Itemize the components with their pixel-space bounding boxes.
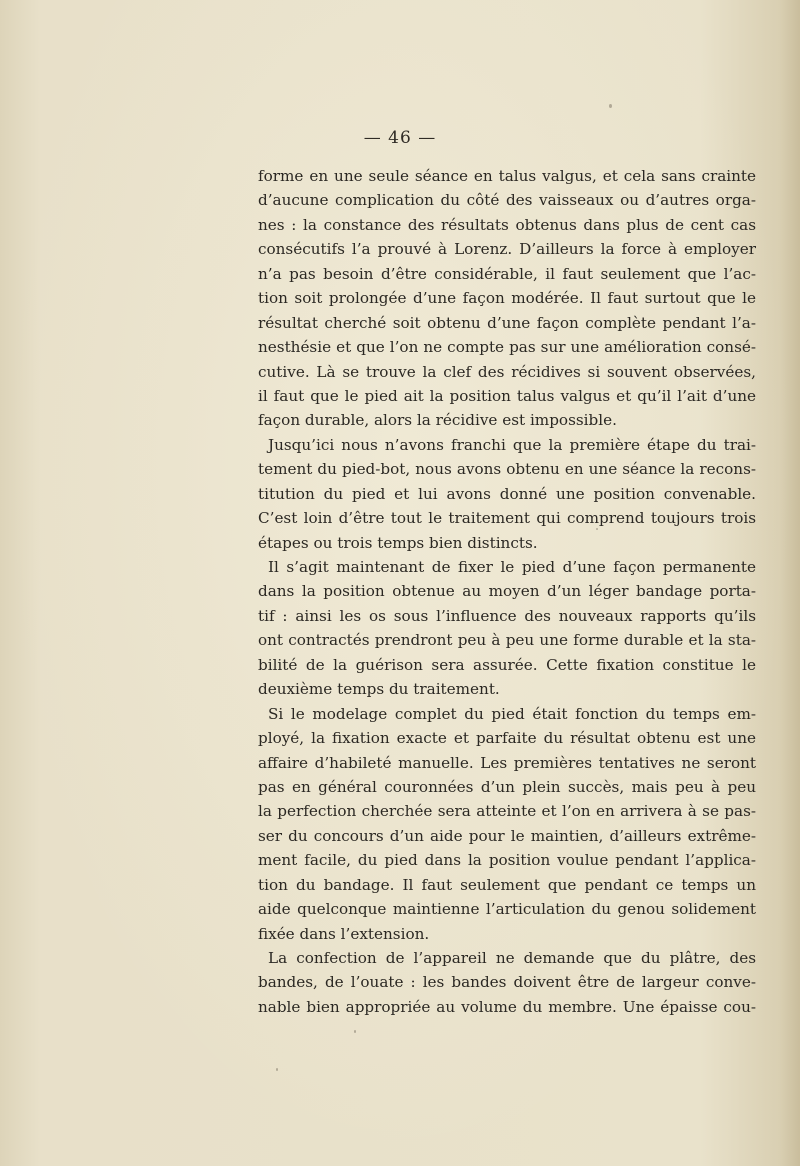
text-line: nes : la constance des résultats obtenus dans plus de cent cas (258, 215, 756, 234)
text-line: ployé, la fixation exacte et parfaite du résultat obtenu est une (258, 729, 756, 748)
paragraph-first-line: Si le modelage complet du pied était fonction du temps em- (268, 704, 756, 723)
text-line: fixée dans l’extension. (258, 924, 430, 943)
text-line: deuxième temps du traitement. (258, 680, 500, 699)
text-line: tif : ainsi les os sous l’influence des nouveaux rapports qu’ils (258, 606, 756, 625)
text-line: ment facile, du pied dans la position voulue pendant l’applica- (258, 851, 756, 870)
paragraph-first-line: Jusqu’ici nous n’avons franchi que la première étape du trai- (268, 435, 756, 454)
text-line: pas en général couronnées d’un plein succès, mais peu à peu (258, 777, 756, 796)
text-line: n’a pas besoin d’être considérable, il faut seulement que l’ac- (258, 264, 756, 283)
text-line: façon durable, alors la récidive est impossible. (258, 411, 617, 430)
text-line: tion du bandage. Il faut seulement que pendant ce temps un (258, 875, 756, 894)
text-line: cutive. Là se trouve la clef des récidives si souvent observées, (258, 362, 756, 381)
text-line: tion soit prolongée d’une façon modérée. Il faut surtout que le (258, 289, 756, 308)
text-line: C’est loin d’être tout le traitement qui comprend toujours trois (258, 509, 756, 528)
text-line: consécutifs l’a prouvé à Lorenz. D’ailleurs la force à employer (258, 240, 756, 259)
text-line: bilité de la guérison sera assurée. Cette fixation constitue le (258, 655, 756, 674)
text-line: tement du pied-bot, nous avons obtenu en une séance la recons- (258, 460, 756, 479)
text-line: dans la position obtenue au moyen d’un léger bandage porta- (258, 582, 756, 601)
paragraph-first-line: Il s’agit maintenant de fixer le pied d’une façon permanente (268, 558, 756, 576)
text-line: la perfection cherchée sera atteinte et l’on en arrivera à se pas- (258, 802, 756, 821)
text-line: ont contractés prendront peu à peu une forme durable et la sta- (258, 631, 756, 650)
text-line: forme en une seule séance en talus valgus, et cela sans crainte (258, 167, 756, 185)
text-line: étapes ou trois temps bien distincts. (258, 533, 538, 552)
text-line: aide quelconque maintienne l’articulation du genou solidement (258, 900, 756, 919)
text-line: ser du concours d’un aide pour le maintien, d’ailleurs extrême- (258, 826, 756, 845)
text-line: nesthésie et que l’on ne compte pas sur une amélioration consé- (258, 338, 756, 357)
text-line: résultat cherché soit obtenu d’une façon complète pendant l’a- (258, 313, 756, 332)
paper-speck (276, 1068, 278, 1071)
text-line: il faut que le pied ait la position talus valgus et qu’il l’ait d’une (258, 386, 756, 405)
text-line: bandes, de l’ouate : les bandes doivent être de largeur conve- (258, 973, 756, 992)
page-number: — 46 — (363, 128, 437, 148)
text-line: nable bien appropriée au volume du membre. Une épaisse cou- (258, 997, 756, 1016)
paragraph-first-line: La confection de l’appareil ne demande que du plâtre, des (268, 949, 756, 967)
text-line: d’aucune complication du côté des vaisseaux ou d’autres orga- (258, 191, 756, 210)
text-line: affaire d’habileté manuelle. Les premières tentatives ne seront (258, 753, 756, 772)
paper-speck (354, 1030, 356, 1033)
body-text (258, 164, 756, 1019)
paper-speck (596, 528, 598, 530)
paper-speck (609, 104, 612, 108)
text-line: titution du pied et lui avons donné une position convenable. (258, 484, 756, 503)
